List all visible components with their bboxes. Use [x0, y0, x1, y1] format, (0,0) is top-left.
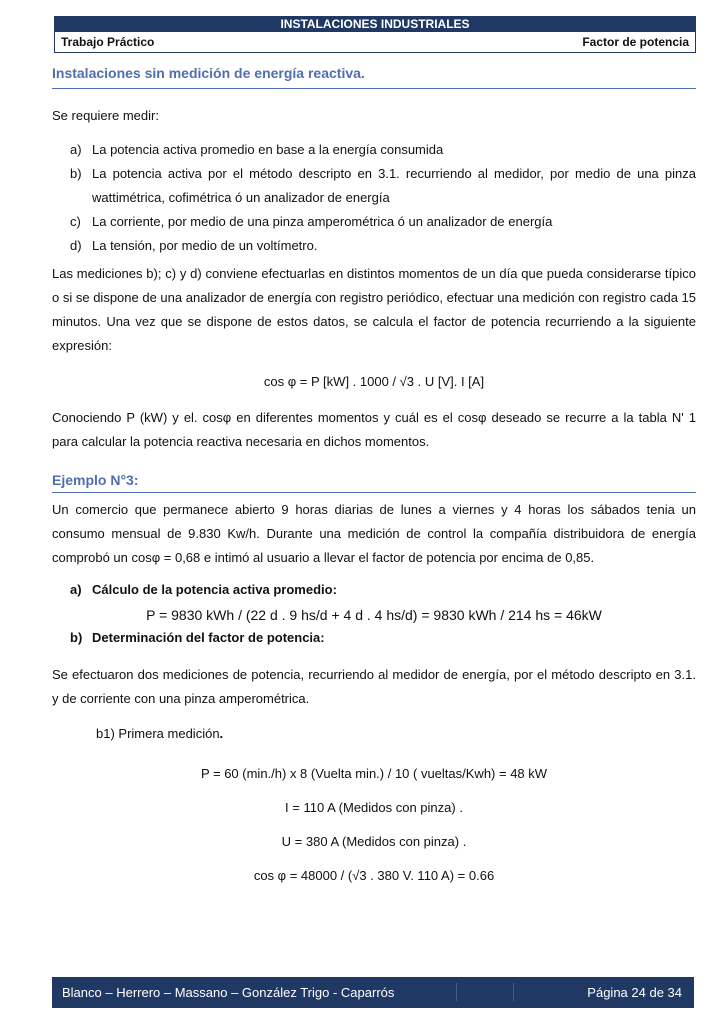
example-title: Ejemplo N°3: [52, 472, 696, 493]
list-text: La tensión, por medio de un voltímetro. [92, 238, 318, 253]
step-a-marker: a) [70, 582, 82, 597]
list-marker: c) [70, 214, 81, 229]
intro-text: Se requiere medir: [52, 108, 159, 123]
list-marker: d) [70, 238, 82, 253]
list-marker: b) [70, 166, 82, 181]
formula-cos-result: cos φ = 48000 / (√3 . 380 V. 110 A) = 0.66 [253, 868, 495, 883]
step-a-heading [70, 578, 696, 602]
first-measurement-dot: . [219, 726, 224, 741]
header-subtitle-row [55, 32, 695, 52]
header-right: Factor de potencia [582, 35, 689, 49]
page-footer [52, 977, 694, 1008]
measure-list [70, 138, 696, 258]
list-item [70, 234, 696, 258]
list-text: La potencia activa promedio en base a la energía consumida [92, 142, 444, 157]
list-marker: a) [70, 142, 82, 157]
list-item [70, 210, 696, 234]
footer-divider [456, 983, 457, 1001]
list-item [70, 138, 696, 162]
formula-power: P = 60 (min./h) x 8 (Vuelta min.) / 10 ( vueltas/Kwh) = 48 kW [200, 766, 548, 781]
paragraph-table-ref: Conociendo P (kW) y el. cosφ en diferentes momentos y cuál es el cosφ deseado se recurre a la tabla N' 1 para calcular la potencia reactiva necesaria en dichos momentos. [52, 410, 696, 449]
footer-page-number: Página 24 de 34 [587, 985, 682, 1000]
header-left: Trabajo Práctico [61, 35, 155, 49]
list-text: La corriente, por medio de una pinza amperométrica ó un analizador de energía [92, 214, 553, 229]
step-b-row [70, 626, 696, 650]
page-header [54, 16, 696, 53]
formula-current: I = 110 A (Medidos con pinza) . [285, 800, 463, 815]
list-item [70, 162, 696, 210]
list-text: La potencia activa por el método descripto en 3.1. recurriendo al medidor, por medio de una pinza wattimétrica, cofimétrica ó un analizador de energía [92, 166, 696, 205]
first-measurement-heading [96, 722, 696, 746]
step-a-row [70, 578, 696, 602]
measurements-paragraph: Se efectuaron dos mediciones de potencia, recurriendo al medidor de energía, por el método descripto en 3.1. y de corriente con una pinza amperométrica. [52, 667, 696, 706]
step-b-marker: b) [70, 630, 83, 645]
header-title: INSTALACIONES INDUSTRIALES [55, 17, 695, 32]
footer-authors: Blanco – Herrero – Massano – González Trigo - Caparrós [62, 985, 395, 1000]
example-paragraph: Un comercio que permanece abierto 9 horas diarias de lunes a viernes y 4 horas los sábados tenia un consumo mensual de 9.830 Kw/h. Durante una medición de control la compañía distribuidora de energía comprobó un cosφ = 0,68 e intimó al usuario a llevar el factor de potencia por encima de 0,85. [52, 502, 696, 565]
formula-voltage: U = 380 A (Medidos con pinza) . [281, 834, 467, 849]
step-a-formula: P = 9830 kWh / (22 d . 9 hs/d + 4 d . 4 hs/d) = 9830 kWh / 214 hs = 46kW [146, 607, 602, 623]
first-measurement-label: b1) Primera medición [96, 726, 220, 741]
step-a-title: Cálculo de la potencia activa promedio: [92, 582, 337, 597]
step-b-title: Determinación del factor de potencia: [92, 630, 325, 645]
section-title: Instalaciones sin medición de energía reactiva. [52, 65, 696, 89]
footer-divider [513, 983, 514, 1001]
formula-cos-phi: cos φ = P [kW] . 1000 / √3 . U [V]. I [A] [263, 374, 485, 389]
step-b-heading [70, 626, 696, 650]
paragraph-measurements: Las mediciones b); c) y d) conviene efectuarlas en distintos momentos de un día que pueda considerarse típico o si se dispone de una analizador de energía con registro periódico, efectuar una medición con registro cada 15 minutos. Una vez que se dispone de estos datos, se calcula el factor de potencia recurriendo a la siguiente expresión: [52, 266, 696, 353]
